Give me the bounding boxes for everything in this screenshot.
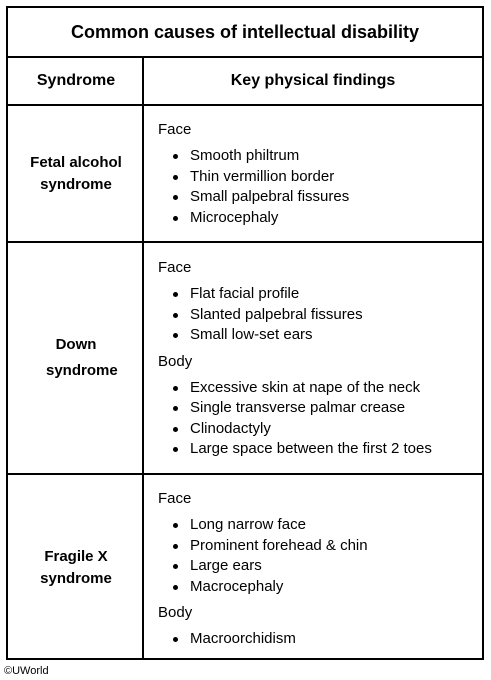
list-item: Large ears	[158, 556, 482, 577]
list-item: Prominent forehead & chin	[158, 536, 482, 557]
list-item: Single transverse palmar crease	[158, 398, 482, 419]
findings-header: Key physical findings	[230, 72, 396, 89]
syndrome-name	[8, 106, 144, 241]
syndrome-label: Fragile X syndrome	[40, 547, 112, 587]
findings-cell	[158, 475, 482, 674]
findings-cell	[158, 243, 482, 488]
list-item: Small palpebral fissures	[158, 187, 482, 208]
column-divider	[142, 58, 144, 658]
section-heading-face: Face	[158, 490, 192, 507]
section-heading-body: Body	[158, 604, 193, 621]
findings-cell	[158, 106, 482, 255]
findings-list	[158, 146, 482, 228]
table-row-fetal-alcohol	[8, 106, 482, 243]
list-item: Long narrow face	[158, 515, 482, 536]
list-item: Flat facial profile	[158, 284, 482, 305]
table-row-fragile-x	[8, 475, 482, 660]
list-item: Slanted palpebral fissures	[158, 305, 482, 326]
copyright-credit: ©UWorld	[4, 665, 49, 677]
header-row	[8, 58, 482, 106]
findings-list	[158, 515, 482, 597]
list-item: Thin vermillion border	[158, 167, 482, 188]
section-heading-face: Face	[158, 121, 192, 138]
table-title: Common causes of intellectual disability	[8, 8, 482, 58]
list-item: Clinodactyly	[158, 419, 482, 440]
table-row-down-syndrome	[8, 243, 482, 475]
findings-list	[158, 378, 482, 460]
syndrome-name	[8, 475, 144, 660]
causes-table	[6, 6, 484, 660]
findings-list	[158, 629, 482, 650]
list-item: Small low-set ears	[158, 325, 482, 346]
section-heading-body: Body	[158, 352, 193, 370]
section-heading-face: Face	[158, 259, 192, 276]
list-item: Macrocephaly	[158, 577, 482, 598]
list-item: Excessive skin at nape of the neck	[158, 378, 482, 399]
syndrome-label: Down syndrome	[46, 336, 118, 379]
findings-list	[158, 284, 482, 346]
list-item: Large space between the first 2 toes	[158, 439, 482, 460]
list-item: Macroorchidism	[158, 629, 482, 650]
list-item: Microcephaly	[158, 208, 482, 229]
syndrome-name	[8, 243, 144, 473]
syndrome-header: Syndrome	[36, 72, 116, 89]
list-item: Smooth philtrum	[158, 146, 482, 167]
syndrome-label: Fetal alcohol syndrome	[30, 153, 122, 193]
